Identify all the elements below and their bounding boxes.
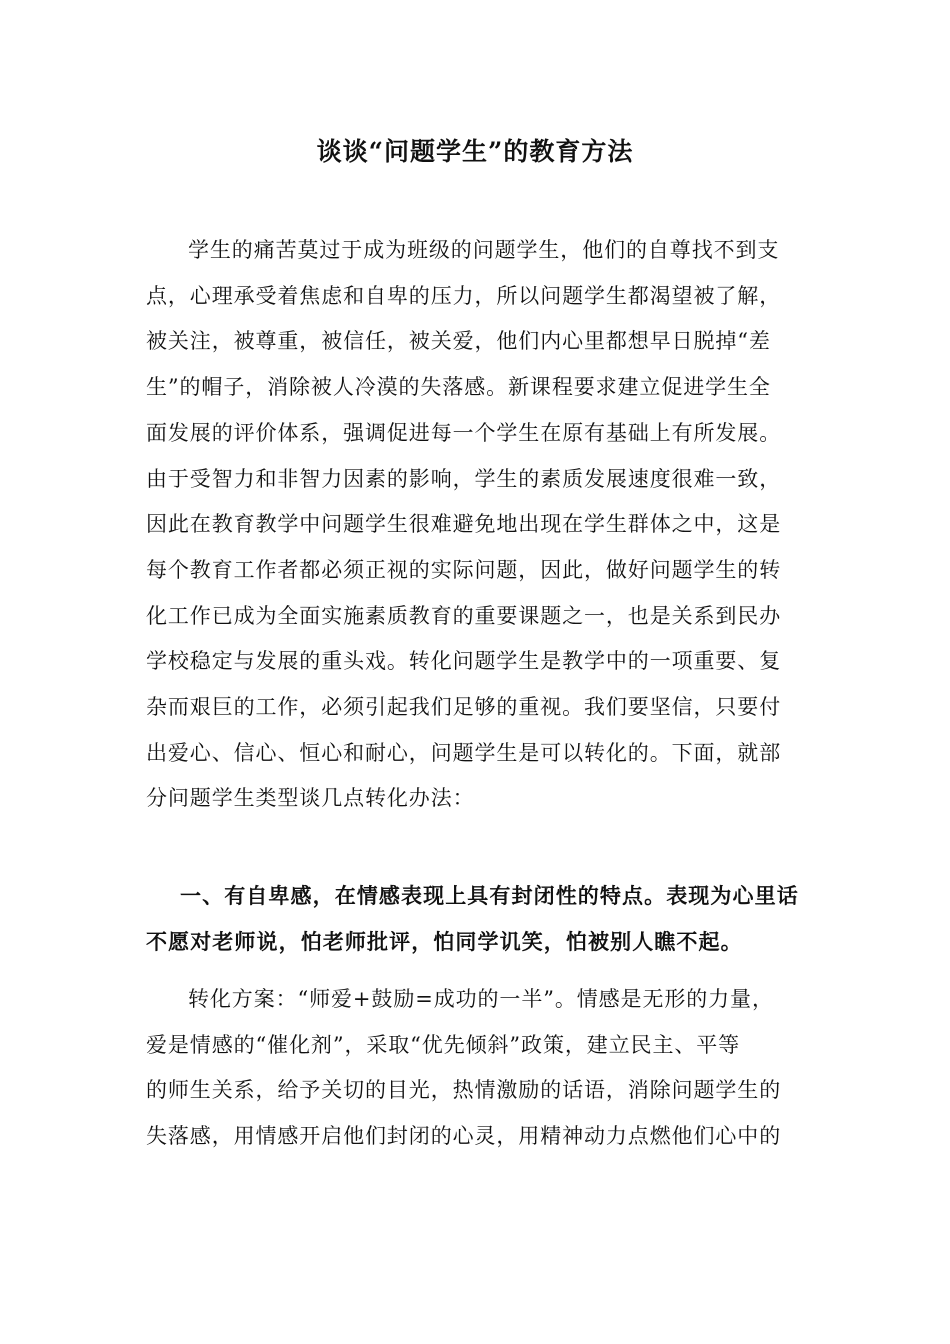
paragraph-line: 学校稳定与发展的重头戏。转化问题学生是教学中的一项重要、复 <box>146 649 782 674</box>
paragraph-line: 分问题学生类型谈几点转化办法： <box>146 786 475 811</box>
paragraph-line: 化工作已成为全面实施素质教育的重要课题之一，也是关系到民办 <box>146 603 782 628</box>
paragraph-line: 爱是情感的“催化剂”，采取“优先倾斜”政策，建立民主、平等 <box>146 1032 741 1057</box>
paragraph-line: 点，心理承受着焦虑和自卑的压力，所以问题学生都渴望被了解， <box>146 283 782 308</box>
intro-paragraph <box>146 228 800 822</box>
paragraph-line: 学生的痛苦莫过于成为班级的问题学生，他们的自尊找不到支 <box>188 238 780 262</box>
paragraph-line: 面发展的评价体系，强调促进每一个学生在原有基础上有所发展。 <box>146 420 782 445</box>
heading-line: 一、有自卑感，在情感表现上具有封闭性的特点。表现为心里话 <box>180 883 799 908</box>
paragraph-line: 出爱心、信心、恒心和耐心，问题学生是可以转化的。下面，就部 <box>146 740 782 765</box>
paragraph-line: 失落感，用情感开启他们封闭的心灵，用精神动力点燃他们心中的 <box>146 1124 782 1149</box>
paragraph-line: 由于受智力和非智力因素的影响，学生的素质发展速度很难一致， <box>146 466 782 491</box>
paragraph-line: 被关注，被尊重，被信任，被关爱，他们内心里都想早日脱掉“差 <box>146 329 771 354</box>
paragraph-line: 因此在教育教学中问题学生很难避免地出现在学生群体之中，这是 <box>146 512 782 537</box>
paragraph-line: 生”的帽子，消除被人冷漠的失落感。新课程要求建立促进学生全 <box>146 375 771 400</box>
paragraph-line: 转化方案：“师爱+鼓励=成功的一半”。情感是无形的力量， <box>188 987 774 1011</box>
paragraph-line: 每个教育工作者都必须正视的实际问题，因此，做好问题学生的转 <box>146 557 782 582</box>
paragraph-line: 的师生关系，给予关切的目光，热情激励的话语，消除问题学生的 <box>146 1078 782 1103</box>
section-heading <box>146 873 800 964</box>
paragraph-line: 杂而艰巨的工作，必须引起我们足够的重视。我们要坚信，只要付 <box>146 695 782 720</box>
heading-line: 不愿对老师说，怕老师批评，怕同学讥笑，怕被别人瞧不起。 <box>146 928 743 954</box>
document-title: 谈谈“问题学生”的教育方法 <box>316 137 634 166</box>
solution-paragraph <box>146 977 800 1160</box>
